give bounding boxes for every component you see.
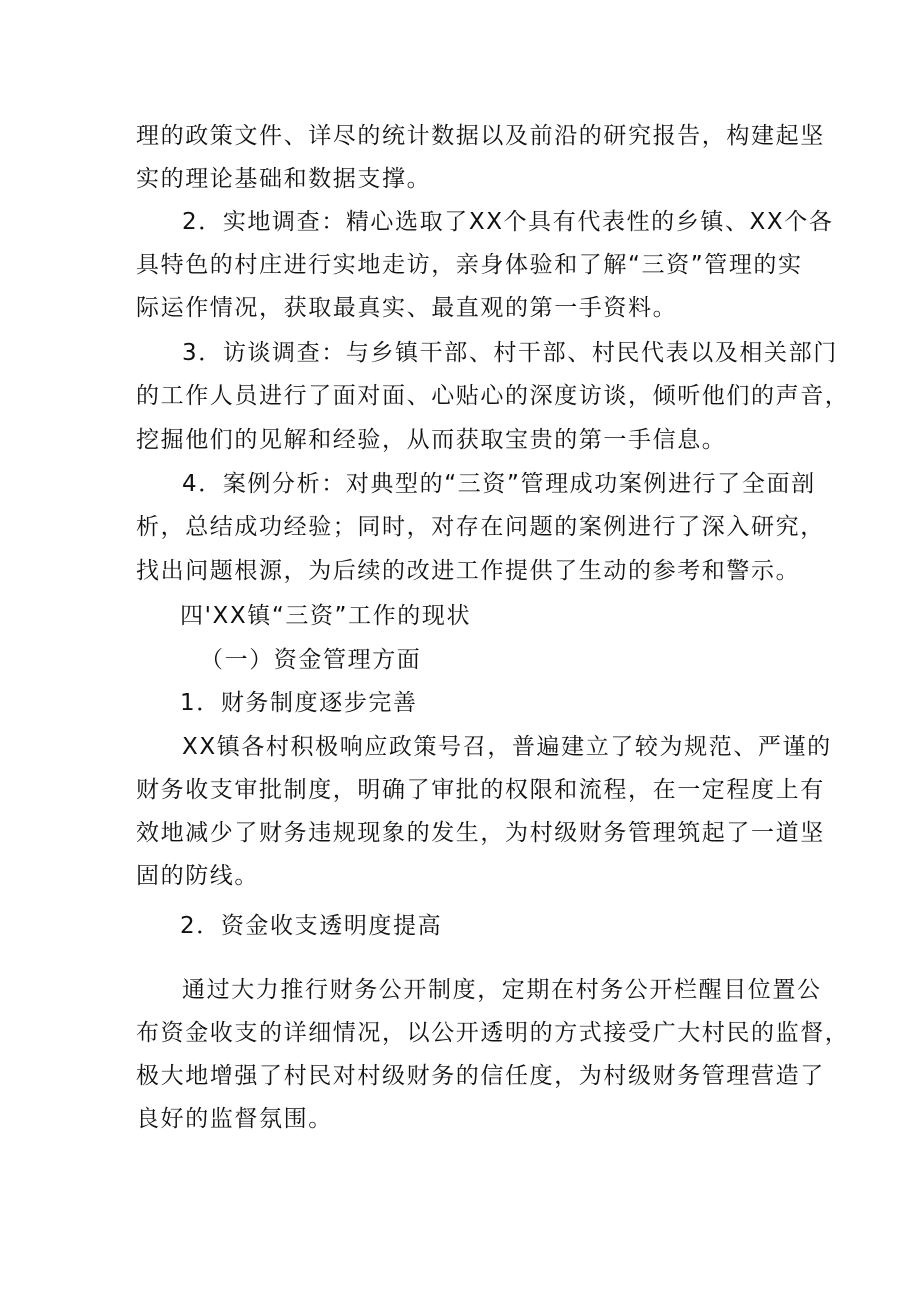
list-item-line: 3．访谈调查：与乡镇干部、村干部、村民代表以及相关部门 — [182, 340, 838, 366]
paragraph-line: 的工作人员进行了面对面、心贴心的深度访谈，倾听他们的声音， — [136, 383, 850, 409]
item-heading: 1．财务制度逐步完善 — [180, 690, 418, 716]
item-heading: 2．资金收支透明度提高 — [180, 913, 443, 939]
paragraph-line: 理的政策文件、详尽的统计数据以及前沿的研究报告，构建起坚 — [136, 123, 825, 149]
subsection-heading: （一）资金管理方面 — [200, 647, 422, 673]
paragraph-line: 挖掘他们的见解和经验，从而获取宝贵的第一手信息。 — [136, 427, 727, 453]
section-heading: 四'XX镇“三资”工作的现状 — [180, 603, 472, 629]
paragraph-line: 实的理论基础和数据支撑。 — [136, 166, 432, 192]
paragraph-line: 具特色的村庄进行实地走访，亲身体验和了解“三资”管理的实 — [136, 252, 803, 278]
paragraph-line: 良好的监督氛围。 — [136, 1106, 333, 1132]
paragraph-line: 析，总结成功经验；同时，对存在问题的案例进行了深入研究， — [136, 514, 825, 540]
paragraph-line: 际运作情况，获取最真实、最直观的第一手资料。 — [136, 295, 678, 321]
paragraph-line: XX镇各村积极响应政策号召，普遍建立了较为规范、严谨的 — [182, 734, 832, 760]
paragraph-line: 极大地增强了村民对村级财务的信任度，为村级财务管理营造了 — [136, 1063, 825, 1089]
list-item-line: 4．案例分析：对典型的“三资”管理成功案例进行了全面剖 — [182, 471, 816, 497]
paragraph-line: 固的防线。 — [136, 863, 259, 889]
paragraph-line: 布资金收支的详细情况，以公开透明的方式接受广大村民的监督， — [136, 1020, 850, 1046]
paragraph-line: 找出问题根源，为后续的改进工作提供了生动的参考和警示。 — [136, 558, 801, 584]
list-item-line: 2．实地调查：精心选取了XX个具有代表性的乡镇、XX个各 — [182, 209, 834, 235]
paragraph-line: 效地减少了财务违规现象的发生，为村级财务管理筑起了一道坚 — [136, 820, 825, 846]
paragraph-line: 通过大力推行财务公开制度，定期在村务公开栏醒目位置公 — [182, 977, 822, 1003]
paragraph-line: 财务收支审批制度，明确了审批的权限和流程，在一定程度上有 — [136, 777, 825, 803]
